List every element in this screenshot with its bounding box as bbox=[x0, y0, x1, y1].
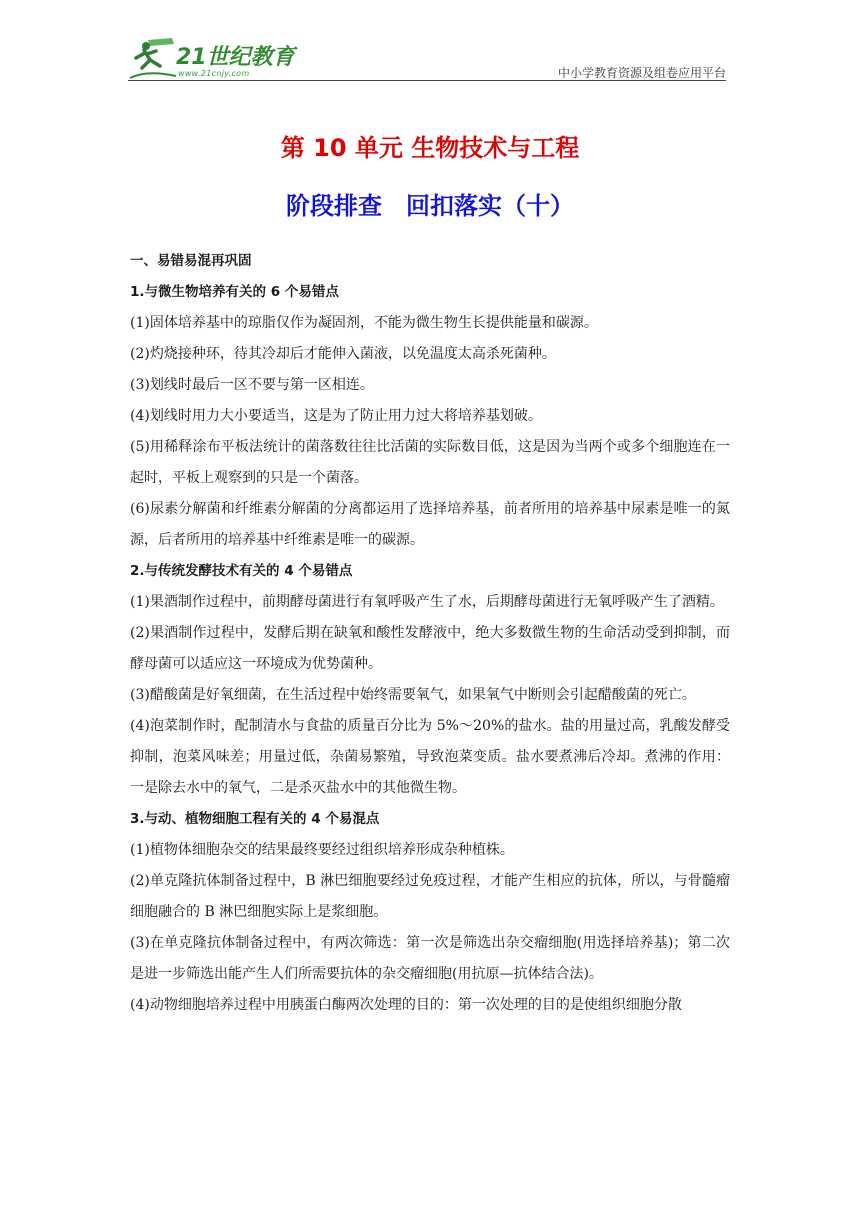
list-item: (3)在单克隆抗体制备过程中，有两次筛选：第一次是筛选出杂交瘤细胞(用选择培养基)；第二次是进一步筛选出能产生人们所需要抗体的杂交瘤细胞(用抗原—抗体结合法)。 bbox=[130, 935, 730, 982]
document-body bbox=[130, 246, 730, 1021]
list-item: (1)植物体细胞杂交的结果最终要经过组织培养形成杂种植株。 bbox=[130, 842, 514, 858]
group-heading: 1.与微生物培养有关的 6 个易错点 bbox=[130, 284, 339, 300]
list-item: (4)泡菜制作时，配制清水与食盐的质量百分比为 5%～20%的盐水。盐的用量过高，乳酸发酵受抑制，泡菜风味差；用量过低，杂菌易繁殖，导致泡菜变质。盐水要煮沸后冷却。煮沸的作用：一是除去水中的氧气，二是杀灭盐水中的其他微生物。 bbox=[130, 718, 730, 796]
list-item: (1)果酒制作过程中，前期酵母菌进行有氧呼吸产生了水，后期酵母菌进行无氧呼吸产生了酒精。 bbox=[130, 594, 724, 610]
group-heading: 2.与传统发酵技术有关的 4 个易错点 bbox=[130, 563, 353, 579]
list-item: (1)固体培养基中的琼脂仅作为凝固剂，不能为微生物生长提供能量和碳源。 bbox=[130, 315, 598, 331]
list-item: (5)用稀释涂布平板法统计的菌落数往往比活菌的实际数目低，这是因为当两个或多个细胞连在一起时，平板上观察到的只是一个菌落。 bbox=[130, 439, 730, 486]
page-subtitle: 阶段排查 回扣落实（十） bbox=[286, 192, 574, 220]
list-item: (2)果酒制作过程中，发酵后期在缺氧和酸性发酵液中，绝大多数微生物的生命活动受到抑制，而酵母菌可以适应这一环境成为优势菌种。 bbox=[130, 625, 730, 672]
page-header bbox=[128, 36, 726, 82]
list-item: (2)灼烧接种环，待其冷却后才能伸入菌液，以免温度太高杀死菌种。 bbox=[130, 346, 556, 362]
page-title: 第 10 单元 生物技术与工程 bbox=[280, 134, 580, 162]
list-item: (4)划线时用力大小要适当，这是为了防止用力过大将培养基划破。 bbox=[130, 408, 542, 424]
list-item: (2)单克隆抗体制备过程中，B 淋巴细胞要经过免疫过程，才能产生相应的抗体，所以，与骨髓瘤细胞融合的 B 淋巴细胞实际上是浆细胞。 bbox=[130, 873, 730, 920]
logo-url: www.21cnjy.com bbox=[178, 69, 250, 78]
logo bbox=[128, 36, 328, 82]
list-item: (6)尿素分解菌和纤维素分解菌的分离都运用了选择培养基，前者所用的培养基中尿素是唯一的氮源，后者所用的培养基中纤维素是唯一的碳源。 bbox=[130, 501, 730, 548]
section-heading: 一、易错易混再巩固 bbox=[130, 253, 252, 269]
logo-text: 21世纪教育 bbox=[176, 45, 295, 70]
list-item: (4)动物细胞培养过程中用胰蛋白酶两次处理的目的：第一次处理的目的是使组织细胞分散 bbox=[130, 997, 682, 1013]
group-heading: 3.与动、植物细胞工程有关的 4 个易混点 bbox=[130, 811, 380, 827]
list-item: (3)醋酸菌是好氧细菌，在生活过程中始终需要氧气，如果氧气中断则会引起醋酸菌的死亡。 bbox=[130, 687, 696, 703]
header-divider bbox=[128, 80, 726, 81]
platform-name: 中小学教育资源及组卷应用平台 bbox=[557, 66, 726, 80]
list-item: (3)划线时最后一区不要与第一区相连。 bbox=[130, 377, 374, 393]
runner-logo-icon bbox=[128, 36, 180, 82]
